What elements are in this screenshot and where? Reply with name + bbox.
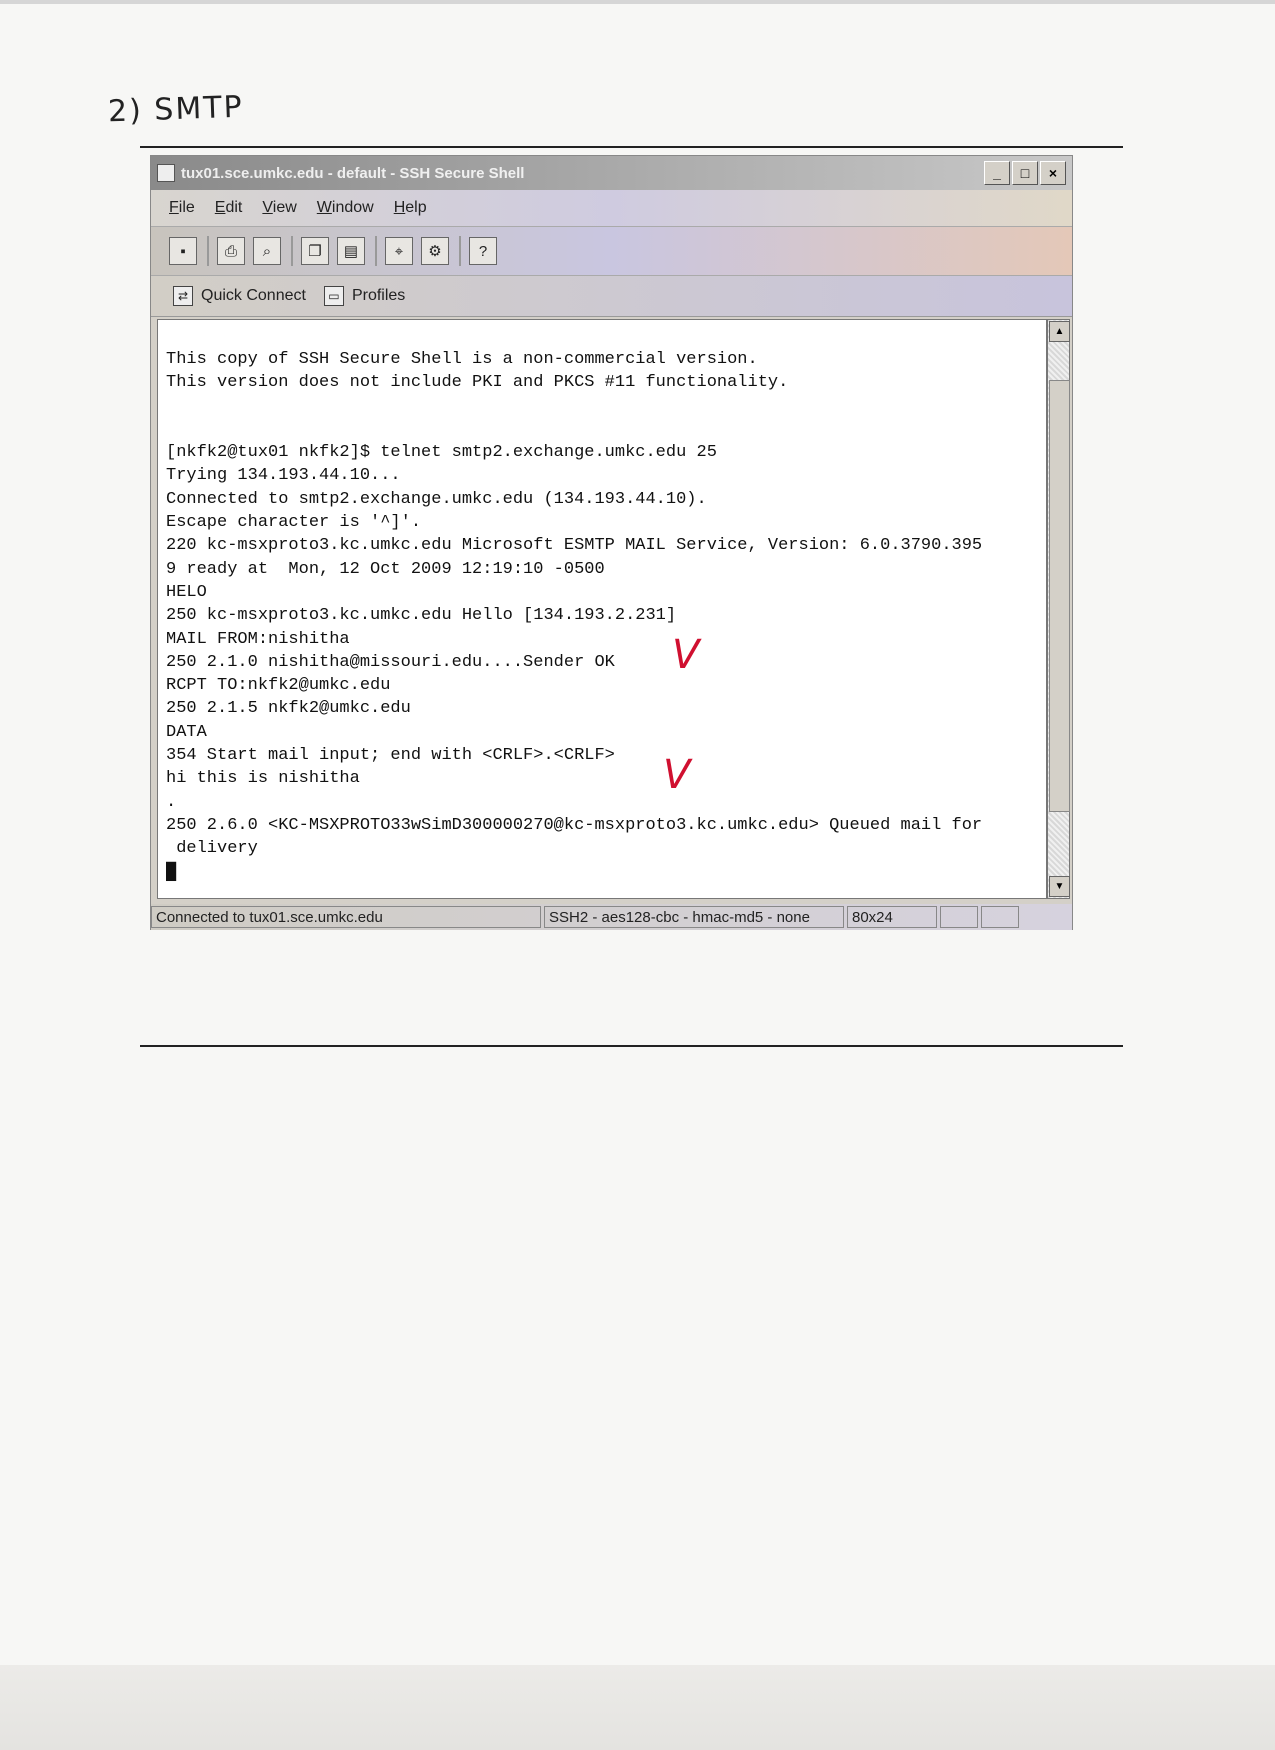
window-title: tux01.sce.umkc.edu - default - SSH Secure Shell bbox=[181, 164, 525, 182]
page-top-edge bbox=[0, 0, 1275, 4]
page-bottom-shadow bbox=[0, 1665, 1275, 1750]
quick-connect-button[interactable] bbox=[173, 286, 306, 306]
help-icon[interactable]: ? bbox=[469, 237, 497, 265]
terminal-line: 354 Start mail input; end with <CRLF>.<CRLF> bbox=[166, 746, 615, 766]
terminal-line bbox=[166, 418, 1038, 441]
terminal-line: 250 kc-msxproto3.kc.umkc.edu Hello [134.193.2.231] bbox=[166, 606, 677, 626]
settings-icon[interactable]: ⚙ bbox=[421, 237, 449, 265]
save-icon[interactable]: ▪ bbox=[169, 237, 197, 265]
copy-icon[interactable]: ❐ bbox=[301, 237, 329, 265]
terminal-line: 250 2.6.0 <KC-MSXPROTO33wSimD300000270@kc-msxproto3.kc.umkc.edu> Queued mail for bbox=[166, 815, 983, 835]
menu-window[interactable]: Window bbox=[316, 199, 374, 216]
terminal-line: Connected to smtp2.exchange.umkc.edu (134.193.44.10). bbox=[166, 489, 707, 509]
profiles-button[interactable] bbox=[324, 286, 405, 306]
find-icon[interactable]: ⌖ bbox=[385, 237, 413, 265]
terminal-line: 9 ready at Mon, 12 Oct 2009 12:19:10 -0500 bbox=[166, 559, 605, 579]
menu-bar bbox=[151, 190, 1072, 227]
scroll-thumb[interactable] bbox=[1049, 380, 1070, 812]
folder-icon: ▭ bbox=[324, 286, 344, 306]
status-indicator bbox=[940, 906, 978, 928]
print-icon[interactable]: ⎙ bbox=[217, 237, 245, 265]
close-button[interactable]: × bbox=[1040, 161, 1066, 185]
handwritten-check: V bbox=[672, 632, 700, 678]
terminal-line: HELO bbox=[166, 582, 207, 602]
terminal-line: RCPT TO:nkfk2@umkc.edu bbox=[166, 676, 391, 696]
terminal-line: This version does not include PKI and PKCS #11 functionality. bbox=[166, 373, 789, 393]
title-bar[interactable] bbox=[151, 156, 1072, 190]
terminal-line: . bbox=[166, 792, 177, 812]
toolbar-separator bbox=[459, 236, 461, 266]
terminal-line: hi this is nishitha bbox=[166, 769, 360, 789]
terminal-line: DATA bbox=[166, 722, 207, 742]
maximize-button[interactable]: □ bbox=[1012, 161, 1038, 185]
terminal-line: This copy of SSH Secure Shell is a non-commercial version. bbox=[166, 350, 758, 369]
profiles-label: Profiles bbox=[351, 287, 406, 304]
top-rule bbox=[140, 146, 1123, 148]
paste-icon[interactable]: ▤ bbox=[337, 237, 365, 265]
handwritten-check: V bbox=[663, 752, 691, 798]
terminal-line: 250 2.1.5 nkfk2@umkc.edu bbox=[166, 699, 411, 719]
scroll-up-icon[interactable]: ▲ bbox=[1049, 321, 1070, 342]
terminal-line: Trying 134.193.44.10... bbox=[166, 466, 401, 486]
toolbar-separator bbox=[207, 236, 209, 266]
status-size: 80x24 bbox=[847, 906, 937, 928]
status-lock-icon bbox=[981, 906, 1019, 928]
status-bar bbox=[151, 904, 1072, 930]
status-connection: Connected to tux01.sce.umkc.edu bbox=[151, 906, 541, 928]
print-preview-icon[interactable]: ⌕ bbox=[253, 237, 281, 265]
terminal-line: MAIL FROM:nishitha bbox=[166, 629, 350, 649]
terminal-line: 250 2.1.0 nishitha@missouri.edu....Sender OK bbox=[166, 652, 615, 672]
terminal-line: █ bbox=[166, 862, 177, 882]
scroll-down-icon[interactable]: ▼ bbox=[1049, 876, 1070, 897]
terminal-line: delivery bbox=[166, 839, 258, 859]
menu-edit[interactable]: Edit bbox=[214, 199, 243, 216]
toolbar-separator bbox=[291, 236, 293, 266]
terminal-line: [nkfk2@tux01 nkfk2]$ telnet smtp2.exchange.umkc.edu 25 bbox=[166, 443, 717, 463]
handwritten-heading: 2) SMTP bbox=[107, 89, 245, 130]
menu-help[interactable]: Help bbox=[393, 199, 427, 216]
terminal-line: Escape character is '^]'. bbox=[166, 513, 422, 533]
quick-bar bbox=[151, 276, 1072, 317]
bottom-rule bbox=[140, 1045, 1123, 1047]
quick-connect-icon: ⇄ bbox=[173, 286, 193, 306]
minimize-button[interactable]: _ bbox=[984, 161, 1010, 185]
menu-file[interactable]: File bbox=[169, 199, 195, 216]
quick-connect-label: Quick Connect bbox=[201, 287, 306, 304]
terminal-scrollbar[interactable] bbox=[1047, 319, 1070, 899]
status-cipher: SSH2 - aes128-cbc - hmac-md5 - none bbox=[544, 906, 844, 928]
toolbar-separator bbox=[375, 236, 377, 266]
terminal-line bbox=[166, 395, 1038, 418]
terminal-line: 220 kc-msxproto3.kc.umkc.edu Microsoft ESMTP MAIL Service, Version: 6.0.3790.395 bbox=[166, 536, 983, 556]
terminal-output[interactable] bbox=[157, 319, 1047, 899]
ssh-window bbox=[150, 155, 1073, 930]
terminal-icon bbox=[157, 164, 175, 182]
menu-view[interactable]: View bbox=[262, 199, 297, 216]
toolbar bbox=[151, 227, 1072, 276]
